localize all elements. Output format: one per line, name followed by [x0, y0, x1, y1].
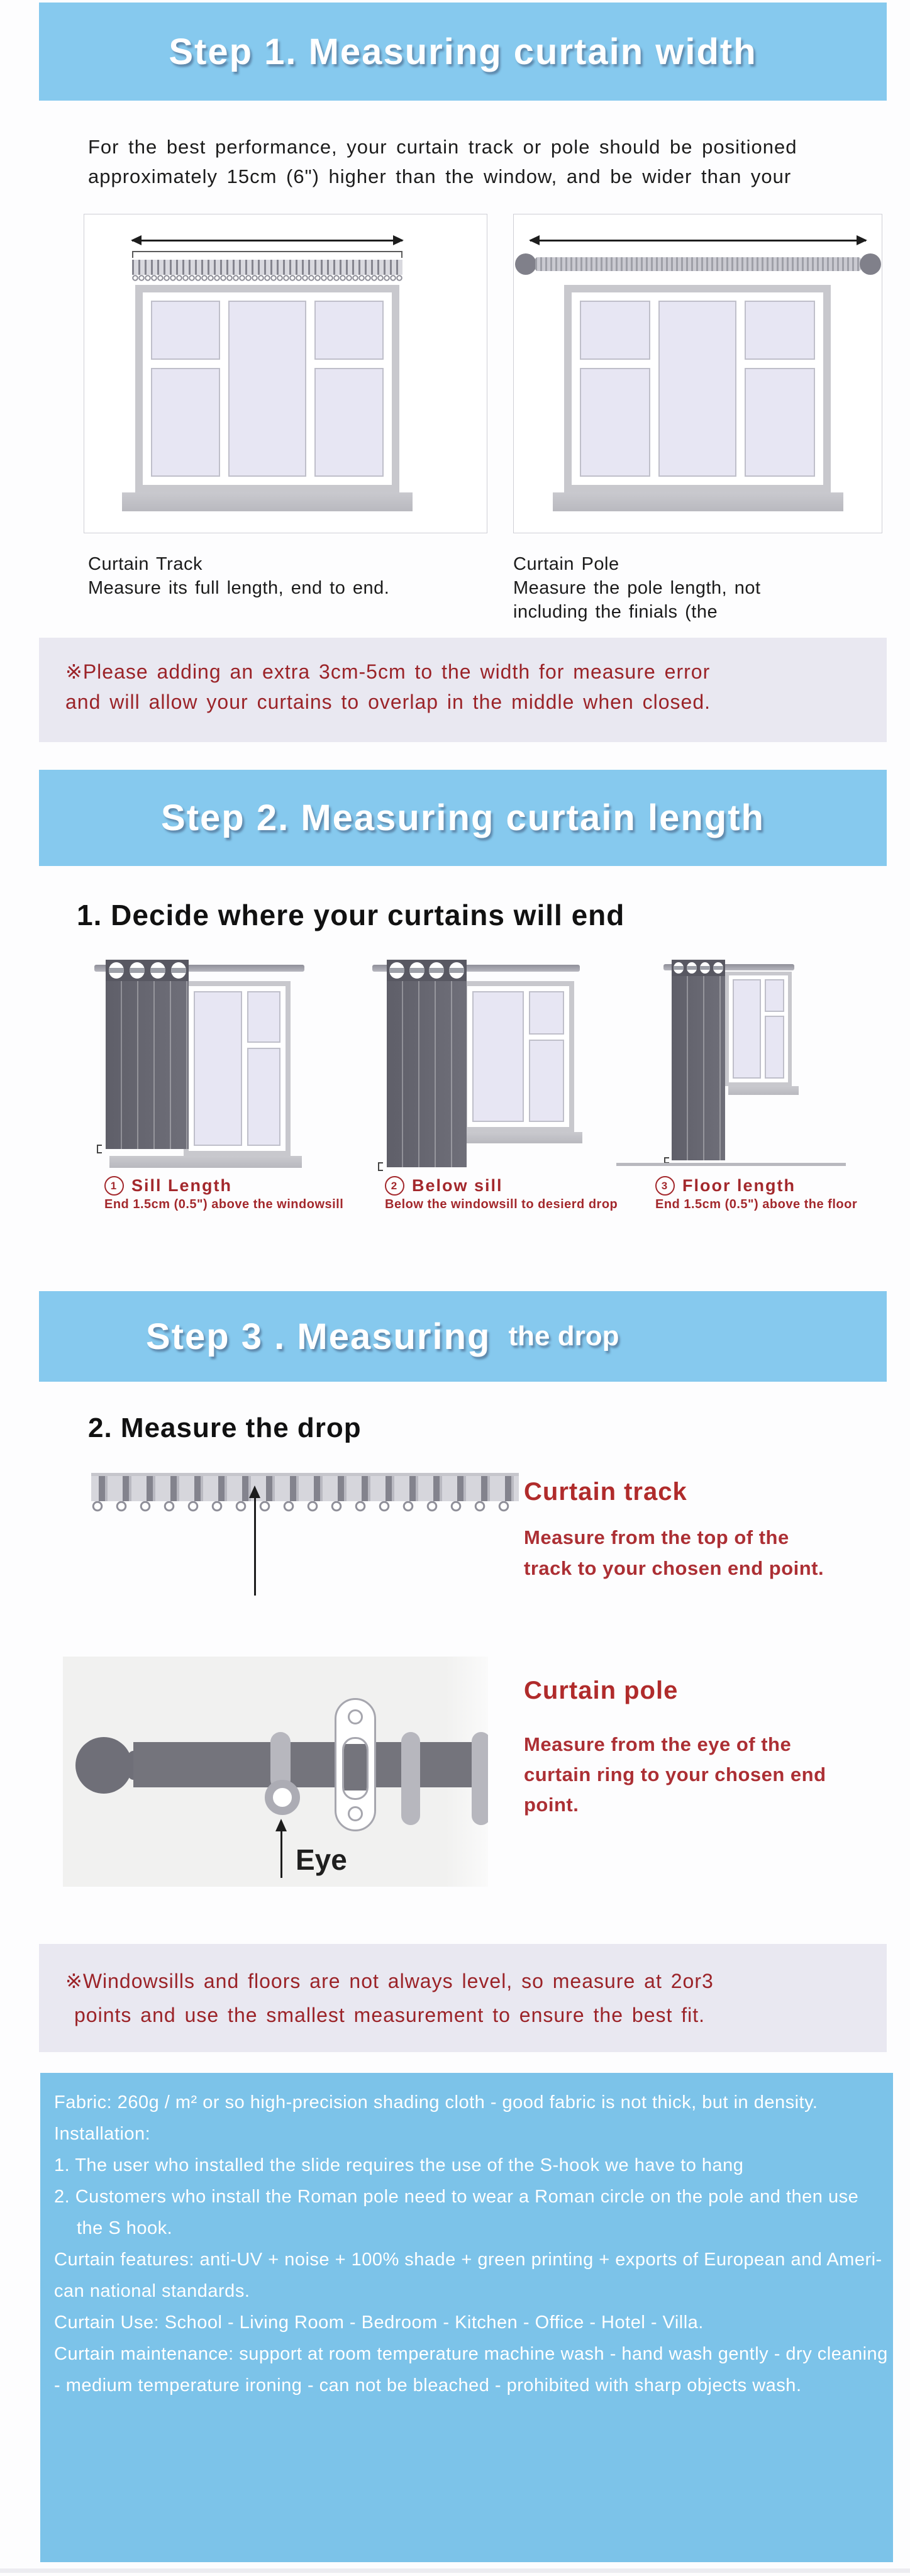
- big-track-loops: [91, 1501, 519, 1513]
- window-pane: [314, 368, 384, 477]
- figure2-curtain-header: [387, 960, 467, 981]
- big-curtain-track: [91, 1473, 519, 1501]
- step2-banner: [39, 770, 887, 866]
- pole-rod: [133, 1742, 488, 1787]
- track-text-line2: track to your chosen end point.: [524, 1557, 824, 1579]
- curtain-pole-rod: [535, 257, 861, 271]
- figure3-title: Floor length: [682, 1176, 796, 1195]
- figure1-curtain: [106, 960, 189, 1149]
- pole-finial-right: [860, 253, 881, 275]
- footer-line-install-2: 2. Customers who install the Roman pole need to wear a Roman circle on the pole and then use: [54, 2187, 859, 2207]
- step3-banner-title: Step 3 . Measuring: [146, 1316, 491, 1357]
- pole-text-line3: point.: [524, 1794, 579, 1816]
- curtain-ring: [401, 1732, 420, 1825]
- window-pane: [745, 368, 815, 477]
- width-arrow-icon: [530, 240, 866, 242]
- window-pane: [580, 301, 650, 360]
- rod-through-slot: [344, 1744, 367, 1790]
- drop-arrow-icon: [254, 1488, 256, 1596]
- step3-heading: 2. Measure the drop: [88, 1413, 362, 1443]
- footer-line-maintenance-2: - medium temperature ironing - can not be bleached - prohibited with sharp objects wash.: [54, 2375, 802, 2396]
- grommet-icon: [674, 962, 684, 974]
- figure2-curtain: [387, 960, 467, 1167]
- figure1-caption-title: [104, 1176, 232, 1196]
- window-pane: [314, 301, 384, 360]
- grommet-icon: [429, 962, 444, 979]
- pole-text-line1: Measure from the eye of the: [524, 1733, 792, 1755]
- track-section-text: [524, 1522, 824, 1584]
- step2-heading: 1. Decide where your curtains will end: [77, 899, 625, 931]
- curtain-pole-diagram: [513, 214, 882, 533]
- step1-banner: [39, 3, 887, 101]
- figure3-windowsill: [728, 1086, 799, 1095]
- window-pane: [228, 301, 306, 477]
- bottom-divider: [0, 2568, 910, 2573]
- figure2-caption-title: [385, 1176, 503, 1196]
- figure3-curtain-header: [672, 960, 725, 976]
- footer-line-install-1: 1. The user who installed the slide requires the use of the S-hook we have to hang: [54, 2155, 744, 2175]
- figure2-window: [462, 981, 574, 1132]
- bracket-screw-hole: [348, 1806, 363, 1821]
- window-pane: [472, 991, 524, 1122]
- curtain-pole-label-title: Curtain Pole: [513, 554, 619, 574]
- figure1-end-mark: [97, 1145, 102, 1153]
- circled-number-icon: 3: [655, 1176, 675, 1196]
- window-pane: [529, 1040, 564, 1122]
- window-left-column: [580, 301, 650, 477]
- figure3-curtain: [672, 960, 725, 1160]
- eye-label: Eye: [296, 1843, 347, 1876]
- figure3-caption-title: [655, 1176, 796, 1196]
- window-pane: [745, 301, 815, 360]
- window-right-column: [314, 301, 384, 477]
- drop-note-line2: points and use the smallest measurement to ensure the best fit.: [74, 2004, 706, 2026]
- curtain-ring: [472, 1732, 488, 1825]
- grommet-icon: [700, 962, 710, 974]
- grommet-icon: [389, 962, 404, 979]
- track-hooks: [132, 275, 402, 283]
- window-pane: [765, 1016, 784, 1079]
- pole-finial-ball: [75, 1737, 132, 1794]
- footer-line-installation: Installation:: [54, 2124, 151, 2144]
- measure-bracket: [132, 251, 402, 258]
- step2-banner-title: Step 2. Measuring curtain length: [161, 797, 765, 838]
- curtain-pole-panel: [63, 1657, 488, 1887]
- track-section-title: Curtain track: [524, 1478, 687, 1506]
- window-pane: [151, 301, 220, 360]
- width-note-line2: and will allow your curtains to overlap in the middle when closed.: [65, 691, 711, 713]
- bracket-slot: [342, 1737, 369, 1800]
- footer-line-features: Curtain features: anti-UV + noise + 100% shade + green printing + exports of European and Ameri-: [54, 2250, 882, 2270]
- grommet-icon: [171, 962, 186, 979]
- figure1-caption: End 1.5cm (0.5") above the windowsill: [104, 1197, 344, 1211]
- window-right-column: [247, 991, 280, 1146]
- ring-eye-icon: [265, 1780, 300, 1815]
- window-right-column: [765, 979, 784, 1079]
- window-illustration: [135, 285, 399, 492]
- circled-number-icon: 1: [104, 1176, 124, 1196]
- step1-banner-title: Step 1. Measuring curtain width: [169, 31, 757, 72]
- figure1-curtain-header: [106, 960, 189, 981]
- footer-line-fabric: Fabric: 260g / m² or so high-precision shading cloth - good fabric is not thick, but in density.: [54, 2092, 818, 2112]
- grommet-icon: [687, 962, 697, 974]
- curtain-pole-label-line2: including the finials (the: [513, 602, 718, 622]
- window-pane: [247, 1048, 280, 1146]
- figure2-end-mark: [378, 1162, 383, 1171]
- width-arrow-icon: [132, 240, 402, 242]
- windowsill: [553, 492, 843, 511]
- figure2-title: Below sill: [412, 1176, 503, 1195]
- window-pane: [247, 991, 280, 1043]
- footer-line-features-2: can national standards.: [54, 2281, 250, 2301]
- curtain-track-strip: [132, 260, 402, 275]
- window-pane: [194, 991, 242, 1146]
- figure1-windowsill: [109, 1156, 302, 1168]
- pole-section-title: Curtain pole: [524, 1677, 679, 1704]
- window-right-column: [529, 991, 564, 1122]
- drop-note-line1: ※Windowsills and floors are not always level, so measure at 2or3: [65, 1970, 714, 1992]
- track-text-line1: Measure from the top of the: [524, 1526, 789, 1548]
- grommet-icon: [130, 962, 145, 979]
- pole-text-line2: curtain ring to your chosen end: [524, 1763, 826, 1785]
- window-pane: [765, 979, 784, 1012]
- figure1-title: Sill Length: [131, 1176, 232, 1195]
- grommet-icon: [409, 962, 424, 979]
- window-left-column: [151, 301, 220, 477]
- step1-intro-line2: approximately 15cm (6") higher than the window, and be wider than your: [88, 165, 792, 187]
- window-right-column: [745, 301, 815, 477]
- step3-banner-subtitle: the drop: [508, 1321, 619, 1352]
- footer-line-use: Curtain Use: School - Living Room - Bedroom - Kitchen - Office - Hotel - Villa.: [54, 2312, 704, 2333]
- window-pane: [151, 368, 220, 477]
- step3-banner: [39, 1291, 887, 1382]
- figure1-window: [184, 981, 291, 1156]
- windowsill: [122, 492, 413, 511]
- product-details-block: [40, 2073, 893, 2562]
- width-note-box: [39, 638, 887, 742]
- grommet-icon: [449, 962, 464, 979]
- curtain-track-diagram: [84, 214, 487, 533]
- width-note-line1: ※Please adding an extra 3cm-5cm to the width for measure error: [65, 660, 711, 683]
- figure2-caption: Below the windowsill to desierd drop: [385, 1197, 618, 1211]
- pole-section-text: [524, 1729, 826, 1820]
- window-illustration: [564, 285, 831, 492]
- footer-line-maintenance: Curtain maintenance: support at room temperature machine wash - hand wash gently - dry cleaning: [54, 2344, 888, 2364]
- footer-line-install-2b: the S hook.: [77, 2218, 173, 2238]
- grommet-icon: [713, 962, 723, 974]
- drop-note-box: [39, 1944, 887, 2052]
- eye-arrow-icon: [280, 1821, 282, 1878]
- floor-line: [616, 1163, 846, 1166]
- bracket-screw-hole: [348, 1709, 363, 1724]
- window-pane: [733, 979, 761, 1079]
- figure2-windowsill: [454, 1132, 582, 1143]
- step1-intro-line1: For the best performance, your curtain track or pole should be positioned: [88, 136, 797, 158]
- figure3-caption: End 1.5cm (0.5") above the floor: [655, 1197, 858, 1211]
- figure3-window: [725, 972, 792, 1086]
- grommet-icon: [109, 962, 124, 979]
- curtain-track-label: [88, 552, 389, 600]
- window-pane: [529, 991, 564, 1035]
- window-pane: [658, 301, 737, 477]
- curtain-pole-label-line1: Measure the pole length, not: [513, 578, 761, 598]
- circled-number-icon: 2: [385, 1176, 404, 1196]
- grommet-icon: [150, 962, 165, 979]
- window-pane: [580, 368, 650, 477]
- pole-finial-left: [515, 253, 536, 275]
- curtain-track-label-line1: Measure its full length, end to end.: [88, 578, 390, 598]
- step1-intro: [88, 132, 868, 191]
- curtain-track-label-title: Curtain Track: [88, 554, 203, 574]
- curtain-pole-label: [513, 552, 761, 624]
